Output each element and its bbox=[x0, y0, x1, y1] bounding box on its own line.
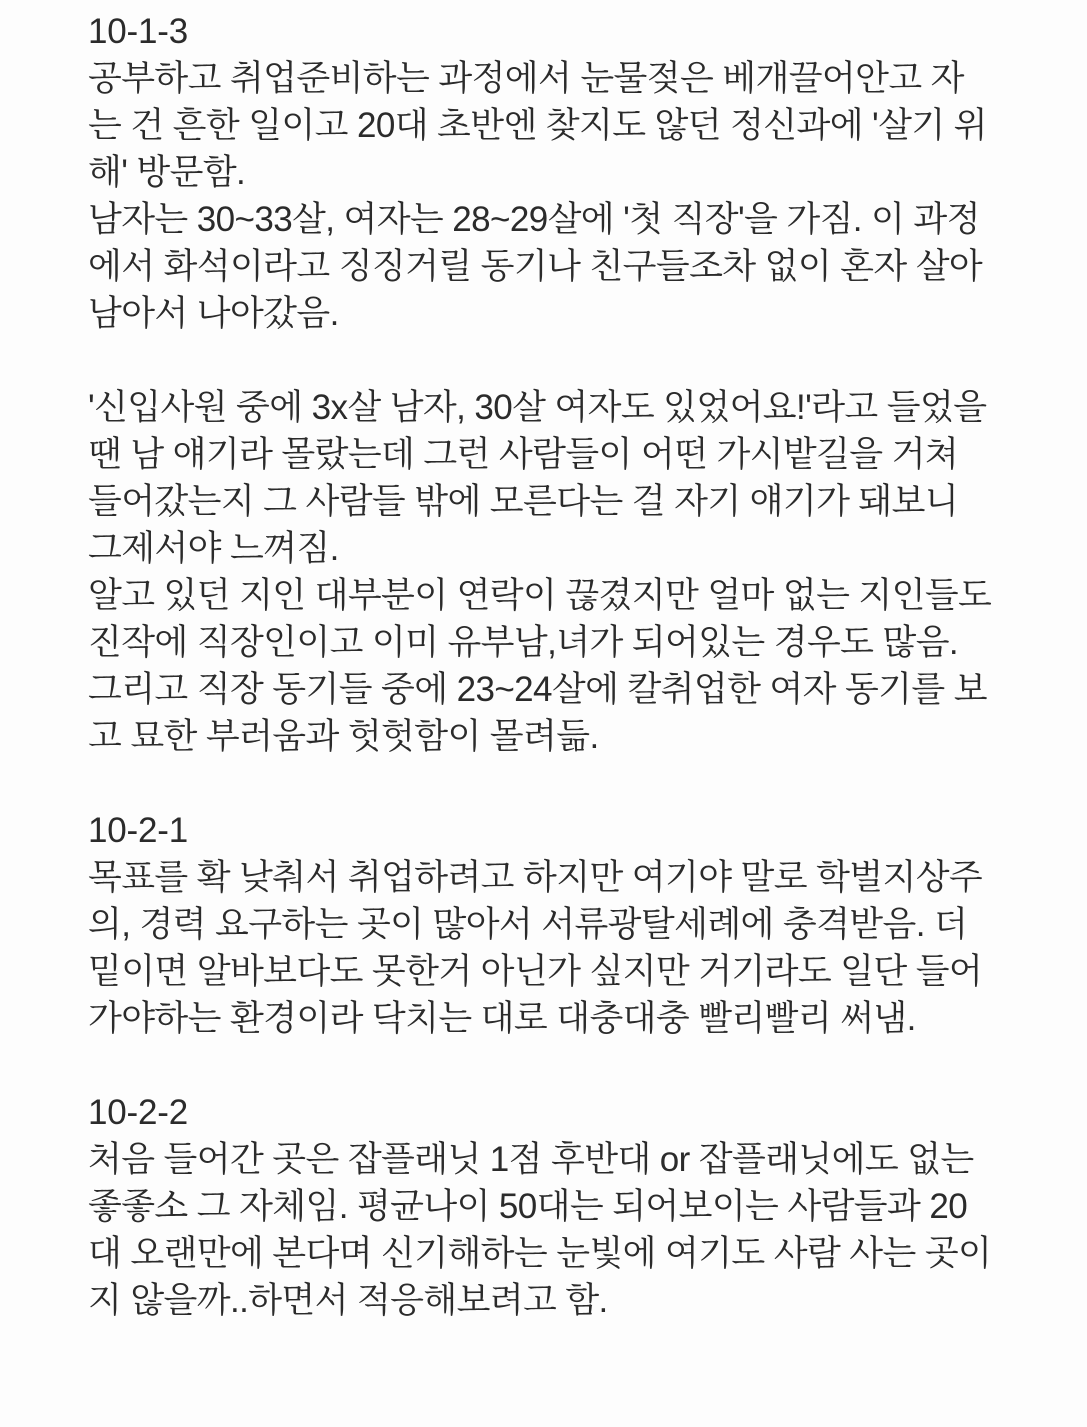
section-heading: 10-2-2 bbox=[88, 1093, 188, 1132]
paragraph: 목표를 확 낮춰서 취업하려고 하지만 여기야 말로 학벌지상주의, 경력 요구하는 곳이 많아서 서류광탈세례에 충격받음. 더 밑이면 알바보다도 못한거 아닌가 싶지만 거기라도 일단 들어가야하는 환경이라 닥치는 대로 대충대충 빨리빨리 써냄. bbox=[88, 858, 983, 1038]
section-heading: 10-2-1 bbox=[88, 811, 188, 850]
section-spacer bbox=[88, 760, 993, 807]
section-heading: 10-1-3 bbox=[88, 12, 188, 51]
paragraph-spacer bbox=[88, 337, 993, 384]
left-margin bbox=[0, 0, 88, 1427]
paragraph: 처음 들어간 곳은 잡플래닛 1점 후반대 or 잡플래닛에도 없는 좋좋소 그 자체임. 평균나이 50대는 되어보이는 사람들과 20대 오랜만에 본다며 신기해하는 눈빛에 여기도 사람 사는 곳이지 않을까..하면서 적응해보려고 함. bbox=[88, 1140, 992, 1320]
paragraph: '신입사원 중에 3x살 남자, 30살 여자도 있었어요!'라고 들었을 땐 남 얘기라 몰랐는데 그런 사람들이 어떤 가시밭길을 거쳐 들어갔는지 그 사람들 밖에 모른다는 걸 자기 얘기가 돼보니 그제서야 느껴짐. bbox=[88, 388, 987, 568]
section-10-1-3 bbox=[88, 8, 993, 760]
section-spacer bbox=[88, 1042, 993, 1089]
paragraph: 알고 있던 지인 대부분이 연락이 끊겼지만 얼마 없는 지인들도 진작에 직장인이고 이미 유부남,녀가 되어있는 경우도 많음. 그리고 직장 동기들 중에 23~24살에 칼취업한 여자 동기를 보고 묘한 부러움과 헛헛함이 몰려듦. bbox=[88, 576, 992, 756]
paragraph: 남자는 30~33살, 여자는 28~29살에 '첫 직장'을 가짐. 이 과정에서 화석이라고 징징거릴 동기나 친구들조차 없이 혼자 살아남아서 나아갔음. bbox=[88, 200, 983, 333]
section-10-2-2 bbox=[88, 1089, 993, 1324]
paragraph: 공부하고 취업준비하는 과정에서 눈물젖은 베개끌어안고 자는 건 흔한 일이고 20대 초반엔 찾지도 않던 정신과에 '살기 위해' 방문함. bbox=[88, 59, 987, 192]
document-body bbox=[88, 8, 993, 1324]
section-10-2-1 bbox=[88, 807, 993, 1042]
